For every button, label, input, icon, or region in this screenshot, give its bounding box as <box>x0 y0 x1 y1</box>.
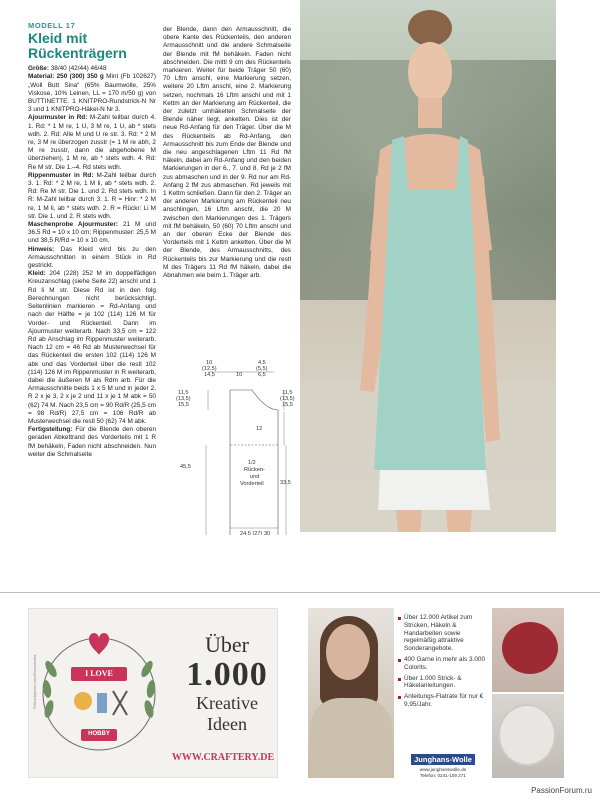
dim-top-right-2: (5,5) <box>256 366 268 372</box>
dim-right-mid: 12 <box>256 426 263 432</box>
craftery-url[interactable]: WWW.CRAFTERY.DE <box>171 752 275 763</box>
grey-yarn-icon <box>498 704 556 766</box>
junghans-phone: Telefon: 0241-109 271 <box>420 773 466 778</box>
instruction-note: Hinweis: Das Kleid wird bis zu den Armausschnitten in einem Stück in Rd gestrickt. <box>28 245 156 270</box>
junghans-brand: Junghans-Wolle <box>411 754 475 765</box>
schematic-diagram <box>170 360 298 535</box>
yarn-photo <box>492 694 564 778</box>
junghans-feature-1: Über 12.000 Artikel zum Stricken, Häkeln & Handarbeiten sowie regelmäßig attraktive Sonderangebote. <box>398 614 490 653</box>
junghans-feature-4: Anleitungs-Flatrate für nur € 9,95/Jahr. <box>398 693 490 709</box>
junghans-feature-list <box>398 614 490 712</box>
thread-spool-icon <box>97 693 107 713</box>
junghans-ad[interactable] <box>308 608 564 778</box>
instruction-dress: Kleid: 204 (228) 252 M im doppelfädigen Kreuzanschlag (siehe Seite 22) anschl und 1 Rd li M str. Diese Rd ist in den folg Berechnungen nicht berücksichtigt. Seitenlinien markieren = Rd-Anfang und nach der Hälfte = je 102 (114) 126 M für Vorder- und Rückenteil. Dann im Ajourmuster weiterarb. Nach 33,5 cm = 122 Rd ab Anschlag im Rippenmuster weiterarb. Nach 12 cm = 46 Rd ab Musterwechsel für das Rückenteil die ersten 102 (114) 126 M abk und das Vorderteil über die restl 102 (114) 126 M im Rippenmuster in R weiterarb, dabei die äußeren M als Rdm arb. Für die Armausschnitte beids 1 x 5 M und in jeder 2. R 2 x je 3, 2 x je 2 und 11 x je 1 M abk = 50 (62) 74 M. Nach 23,5 cm = 90 Rd/R (25,5 cm = 98 Rd/R) 27,5 cm = 106 Rd/R ab Musterwechsel die restl 50 (62) 74 M abk. <box>28 270 156 425</box>
dim-right-upper-2: (13,5) <box>280 396 295 402</box>
badge-hobby: HOBBY <box>88 731 110 737</box>
section-divider <box>0 592 600 593</box>
dim-top-left-2: (12,5) <box>202 366 217 372</box>
title-line-1: Kleid mit <box>28 30 88 47</box>
yarn-ball-icon <box>74 692 92 710</box>
dim-top-right-1: 4,5 <box>258 360 266 366</box>
model-tag: MODELL 17 <box>28 21 76 30</box>
model-figure <box>300 0 556 532</box>
craftery-line2: Ideen <box>207 714 247 734</box>
page-title <box>28 31 156 61</box>
instructions-column-2 <box>163 26 291 280</box>
center-label-2: Rücken- <box>244 467 265 473</box>
dim-left-lower: 45,5 <box>180 464 191 470</box>
craftery-illustration <box>29 609 169 778</box>
center-label-1: 1/2 <box>248 460 256 466</box>
dim-top-right-3: 6,5 <box>258 372 266 378</box>
dim-bottom: 24,5 (27) 30 <box>240 531 271 535</box>
center-label-4: Vorderteil <box>240 481 264 487</box>
craftery-headline <box>177 633 277 735</box>
dim-left-upper-3: 15,5 <box>178 402 189 408</box>
junghans-feature-3: Über 1.000 Strick- & Häkelanleitungen. <box>398 675 490 691</box>
instruction-finishing: Fertigstellung: Für die Blende den oberen geraden Abkettrand des Vorderteils mit 1 R fM behäkeln, Faden nicht abschneiden. Nun weiter die Schmalseite <box>28 426 156 458</box>
armhole-right <box>252 390 278 410</box>
craftery-ueber: Über <box>205 632 249 657</box>
dim-right-upper-3: 15,5 <box>282 402 293 408</box>
instruction-gauge: Maschenprobe Ajourmuster: 21 M und 36,5 Rd = 10 x 10 cm; Rippenmuster: 25,5 M und 38,5 R/Rd = 10 x 10 cm. <box>28 221 156 245</box>
dim-right-lower: 33,5 <box>280 480 291 486</box>
dim-left-upper-2: (13,5) <box>176 396 191 402</box>
junghans-feature-2: 400 Garne in mehr als 3.000 Colorits. <box>398 656 490 672</box>
dim-top-mid: 10 <box>236 372 243 378</box>
dim-right-upper-1: 11,5 <box>282 390 293 396</box>
instruction-material: Material: 250 (300) 350 g Mint (Fb 102627) „Woll Butt Sina“ (65% Baumwolle, 25% Viskose, 10% Leinen, LL = 170 m/50 g) von BUTTINETTE. 1 KNITPRO-Rundstrick-N Nr 3 und 1 KNITPRO-Häkel-N Nr 3. <box>28 73 156 114</box>
badge-love: I LOVE <box>85 669 113 678</box>
instruction-ribbing: Rippenmuster in Rd: M-Zahl teilbar durch 3. 1. Rd: * 2 M re, 1 M li, ab * stets wdh. 2. Rd: Re M str. Die 1. und 2. Rd stets wdh. In R: M-Zahl teilbar durch 3. 1. R = Hinr: * 2 M re, 1 M li, ab * stets wdh. 2. R = Rückr: Li M str. Die 1. und 2. R stets wdh. <box>28 171 156 220</box>
dim-top-left-1: 10 <box>206 360 213 366</box>
instruction-size: Größe: 38/40 (42/44) 46/48 <box>28 65 107 73</box>
craftery-credit: ©iStockphoto.com/Denmaid/ra <box>32 654 37 709</box>
instruction-ajour: Ajourmuster in Rd: M-Zahl teilbar durch 4. 1. Rd: * 1 M re, 1 U, 3 M re, 1 U, ab * stets wdh. 2. Rd: Alle M und U re str. 3. Rd: * 2 M re, 3 M re überzogen zusstr (= 1 M re abh, 2 M re zusstr, dann die abgehobene M überziehen), 1 M re, ab * stets wdh. 4. Rd: Re M str. Die 1.–4. Rd stets wdh. <box>28 114 156 171</box>
watermark: PassionForum.ru <box>531 786 592 795</box>
dim-top-left-3: 14,5 <box>204 372 215 378</box>
junghans-url[interactable]: www.junghanswolle.de <box>419 767 467 772</box>
scissors-icon <box>113 691 127 715</box>
craftery-number: 1.000 <box>186 656 268 693</box>
instructions-column-1 <box>28 22 156 459</box>
craftery-ad[interactable] <box>28 608 278 778</box>
junghans-model-photo <box>308 608 394 778</box>
dim-left-upper-1: 11,5 <box>178 390 189 396</box>
red-yarn-icon <box>502 622 558 674</box>
center-label-3: und <box>250 474 260 480</box>
instruction-continued: der Blende, dann den Armausschnitt, die obere Kante des Rückenteils, den anderen Armausschnitt und die andere Schmalseite der Blende mit fM behäkeln. Faden nicht abschneiden. Die mittl 9 cm des Rückenteils markieren. Weiter für beide Träger 50 (60) 70 Lftm anschl, eine Markierung setzen, weitere 20 Lftm anschl, eine 2. Markierung setzen, nochmals 16 Lftm anschl und mit 1 Kettm an der Markierung am Rückenteil, die der zuletzt umhäkelten Schmalseite der Blende näher liegt, anketten. Dies ist der neue Rd-Anfang für den Träger. Über die M des Rückenteils ab Rd-Anfang, den Armausschnitt bis zum Ende der Blende und die neu angeschlagenen Lftm 11 Rd fM häkeln, dabei am Rd-Anfang und den beiden Markierungen in der 6., 7. und 8. Rd je 2 fM zus abmaschen und in der 9. Rd nur am Rd-Anfang 2 fM zus abmaschen. Rd jeweils mit 1 Kettm schließen. Dann für den 2. Träger an der anderen Markierung am Rückenteil neu anschlingen, 16 Lftm anschl, die 20 M zwischen den Markierungen des 1. Trägers mit fM behäkeln, 50 (60) 70 Lftm anschl und an der oberen Ecke der Blende des Vorderteils mit 1 Kettm anketten. Über die M der Blende, des Armausschnitts, des Rückenteils bis zur Markierung und die restl M des Trägers 11 Rd fM häkeln, dabei die Abnahmen wie beim 1. Träger arb. <box>163 26 291 280</box>
heart-icon <box>89 633 109 655</box>
junghans-logo[interactable] <box>398 749 488 778</box>
title-line-2: Rückenträgern <box>28 45 127 62</box>
craftery-line1: Kreative <box>196 693 258 713</box>
model-photo <box>300 0 556 532</box>
knitting-photo <box>492 608 564 692</box>
